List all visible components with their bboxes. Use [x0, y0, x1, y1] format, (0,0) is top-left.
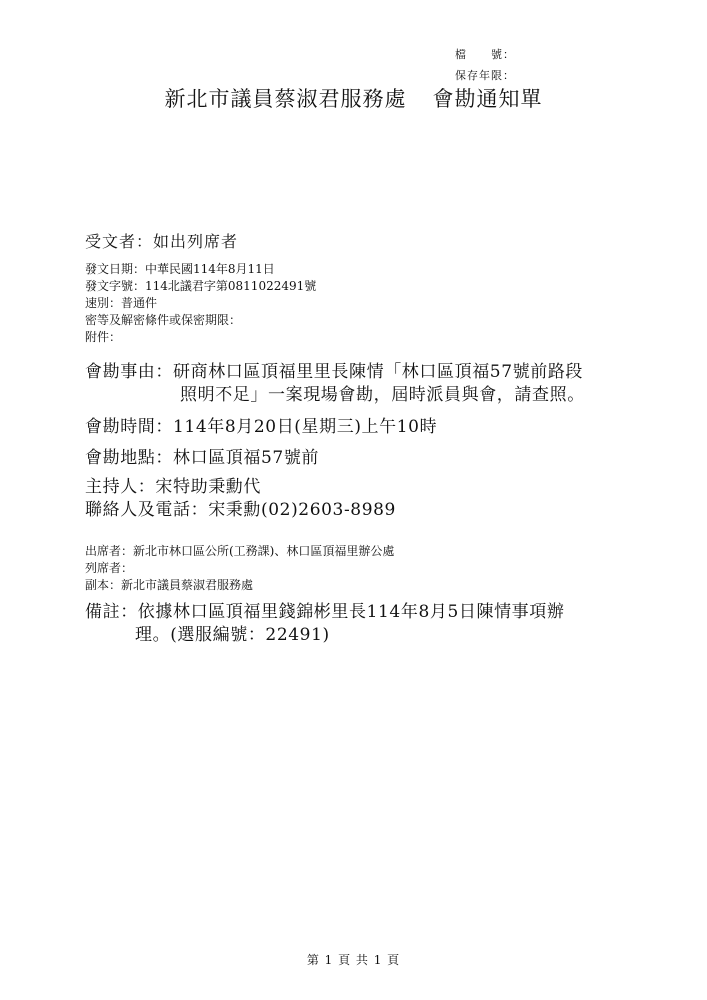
delivery-speed: 速別：普通件 — [85, 296, 158, 310]
issue-number: 發文字號：114北議君字第0811022491號 — [85, 279, 317, 293]
page-number: 第 1 頁 共 1 頁 — [306, 953, 401, 967]
remarks-line-1: 備註：依據林口區頂福里錢錦彬里長114年8月5日陳情事項辦 — [85, 602, 565, 622]
attachment-line: 附件： — [85, 330, 122, 344]
host-line: 主持人：宋特助秉勳代 — [85, 477, 261, 497]
document-title — [0, 83, 707, 113]
secrecy-level: 密等及解密條件或保密期限： — [85, 313, 242, 327]
contact-line: 聯絡人及電話：宋秉勳(02)2603-8989 — [85, 500, 396, 520]
document-type: 會勘通知單 — [432, 87, 543, 111]
recipient-line: 受文者：如出列席者 — [85, 232, 239, 251]
subject-line-1: 會勘事由：研商林口區頂福里里長陳情「林口區頂福57號前路段 — [85, 362, 584, 382]
observers-line: 列席者： — [85, 561, 134, 575]
retention-period-label: 保存年限： — [455, 69, 515, 82]
remarks-line-2: 理。(選服編號：22491) — [135, 625, 330, 645]
file-number-label: 檔 號： — [455, 48, 515, 61]
copy-line: 副本：新北市議員蔡淑君服務處 — [85, 578, 254, 592]
attendees-line: 出席者：新北市林口區公所(工務課)、林口區頂福里辦公處 — [85, 544, 395, 558]
inspection-place: 會勘地點：林口區頂福57號前 — [85, 448, 320, 468]
distribution-block — [85, 543, 394, 594]
issue-date: 發文日期：中華民國114年8月11日 — [85, 262, 275, 276]
subject-line-2: 照明不足」一案現場會勘，屆時派員與會，請查照。 — [180, 385, 585, 405]
inspection-time: 會勘時間：114年8月20日(星期三)上午10時 — [85, 417, 438, 437]
issue-info-block — [85, 261, 316, 346]
office-name: 新北市議員蔡淑君服務處 — [164, 87, 407, 111]
